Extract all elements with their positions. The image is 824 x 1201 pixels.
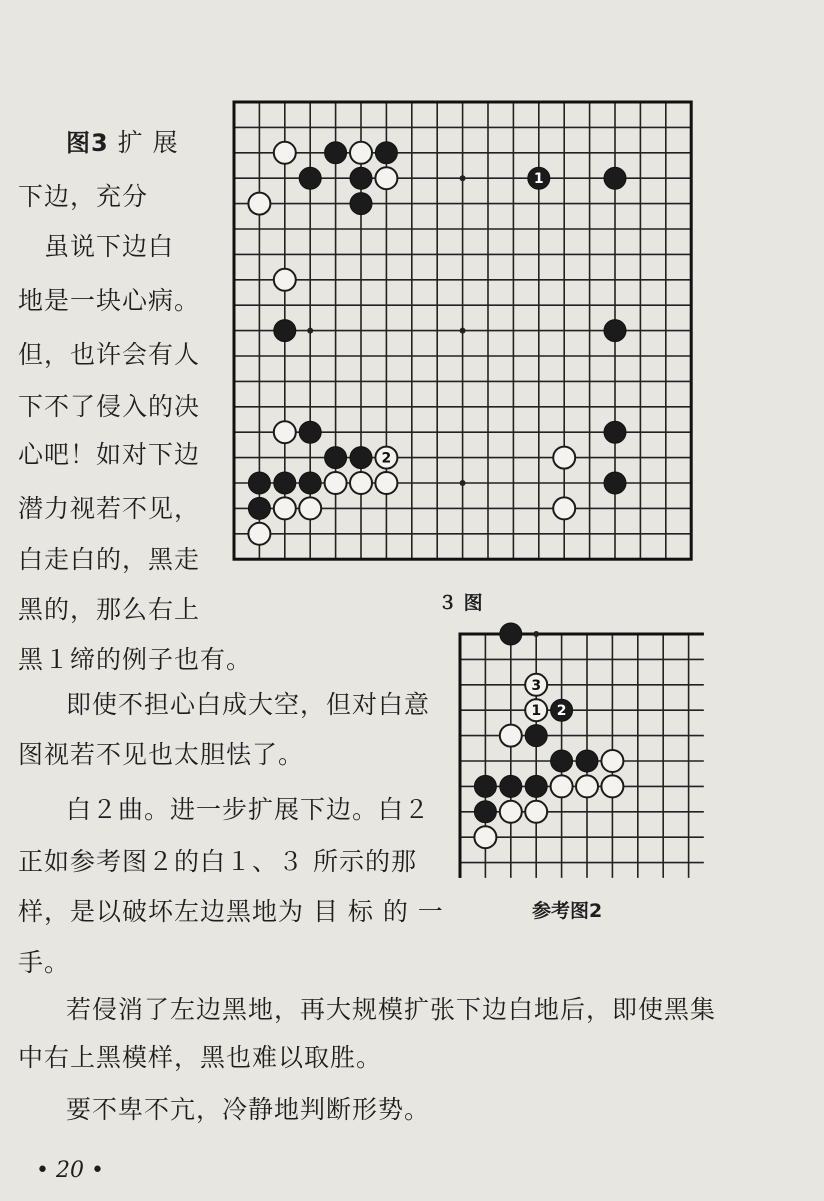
stone-move-number: 1 bbox=[531, 703, 542, 720]
side-text-line: 白走白的，黑走 bbox=[18, 545, 201, 574]
black-stone bbox=[248, 472, 270, 494]
black-stone bbox=[274, 320, 296, 342]
paragraph-line: 样，是以破坏左边黑地为 目 标 的 一 bbox=[18, 897, 444, 926]
side-text-line: 但，也许会有人 bbox=[18, 340, 201, 369]
black-stone bbox=[325, 447, 347, 469]
black-stone bbox=[325, 142, 347, 164]
black-stone bbox=[576, 750, 598, 772]
white-stone bbox=[601, 775, 623, 797]
side-text-line: 黑的，那么右上 bbox=[18, 595, 201, 624]
black-stone bbox=[350, 167, 372, 189]
white-stone bbox=[601, 750, 623, 772]
black-stone bbox=[604, 472, 626, 494]
black-stone bbox=[500, 623, 522, 645]
figure-label: 图3 bbox=[66, 129, 109, 157]
side-text-line: 黑１缔的例子也有。 bbox=[18, 645, 253, 674]
white-stone bbox=[325, 472, 347, 494]
white-stone bbox=[576, 775, 598, 797]
paragraph-line: 中右上黑模样，黑也难以取胜。 bbox=[18, 1043, 383, 1072]
black-stone bbox=[604, 167, 626, 189]
white-stone bbox=[525, 801, 547, 823]
stone-move-number: 2 bbox=[556, 703, 567, 720]
star-point bbox=[533, 631, 539, 637]
paragraph-line: 正如参考图２的白１、３ 所示的那 bbox=[18, 847, 417, 876]
black-stone bbox=[551, 750, 573, 772]
white-stone bbox=[274, 497, 296, 519]
black-stone bbox=[248, 497, 270, 519]
white-stone bbox=[500, 725, 522, 747]
black-stone bbox=[604, 421, 626, 443]
page-number: • 20 • bbox=[36, 1158, 104, 1183]
white-stone bbox=[350, 142, 372, 164]
stone-move-number: 1 bbox=[533, 171, 544, 188]
reference-figure-2-caption: 参考图2 bbox=[532, 900, 603, 922]
side-text-line: 地是一块心病。 bbox=[18, 286, 201, 315]
black-stone bbox=[350, 447, 372, 469]
side-text-line: 心吧！如对下边 bbox=[18, 440, 201, 469]
white-stone bbox=[248, 523, 270, 545]
stone-move-number: 3 bbox=[531, 677, 542, 694]
white-stone bbox=[274, 269, 296, 291]
white-stone bbox=[375, 167, 397, 189]
black-stone bbox=[474, 775, 496, 797]
white-stone bbox=[274, 142, 296, 164]
white-stone bbox=[299, 497, 321, 519]
black-stone bbox=[525, 725, 547, 747]
black-stone bbox=[274, 472, 296, 494]
side-text-heading: 扩 展 bbox=[108, 128, 179, 157]
star-point bbox=[460, 480, 466, 486]
paragraph-line: 要不卑不亢，冷静地判断形势。 bbox=[66, 1095, 431, 1124]
side-text-line: 下不了侵入的决 bbox=[18, 392, 201, 421]
star-point bbox=[307, 328, 313, 334]
go-board-figure-3 bbox=[232, 100, 690, 560]
side-text-line: 虽说下边白 bbox=[18, 232, 175, 261]
white-stone bbox=[553, 497, 575, 519]
white-stone bbox=[551, 775, 573, 797]
figure-3-caption: ３ 图 bbox=[438, 592, 483, 614]
paragraph-line: 即使不担心白成大空，但对白意 bbox=[66, 690, 431, 719]
star-point bbox=[460, 175, 466, 181]
paragraph-line: 若侵消了左边黑地，再大规模扩张下边白地后，即使黑集 bbox=[66, 995, 717, 1024]
paragraph-line: 白２曲。进一步扩展下边。白２ bbox=[66, 795, 431, 824]
black-stone bbox=[375, 142, 397, 164]
side-text-line bbox=[66, 128, 179, 158]
star-point bbox=[460, 328, 466, 334]
black-stone bbox=[299, 167, 321, 189]
white-stone bbox=[350, 472, 372, 494]
black-stone bbox=[299, 472, 321, 494]
white-stone bbox=[500, 801, 522, 823]
go-board-reference-figure-2 bbox=[458, 628, 690, 860]
paragraph-line: 手。 bbox=[18, 948, 71, 977]
white-stone bbox=[274, 421, 296, 443]
stone-move-number: 2 bbox=[381, 450, 392, 467]
black-stone bbox=[350, 193, 372, 215]
black-stone bbox=[500, 775, 522, 797]
side-text-line: 潜力视若不见， bbox=[18, 494, 201, 523]
white-stone bbox=[474, 826, 496, 848]
black-stone bbox=[525, 775, 547, 797]
black-stone bbox=[604, 320, 626, 342]
white-stone bbox=[553, 447, 575, 469]
white-stone bbox=[375, 472, 397, 494]
side-text-line: 下边，充分 bbox=[18, 182, 149, 211]
white-stone bbox=[248, 193, 270, 215]
black-stone bbox=[474, 801, 496, 823]
black-stone bbox=[299, 421, 321, 443]
paragraph-line: 图视若不见也太胆怯了。 bbox=[18, 740, 305, 769]
